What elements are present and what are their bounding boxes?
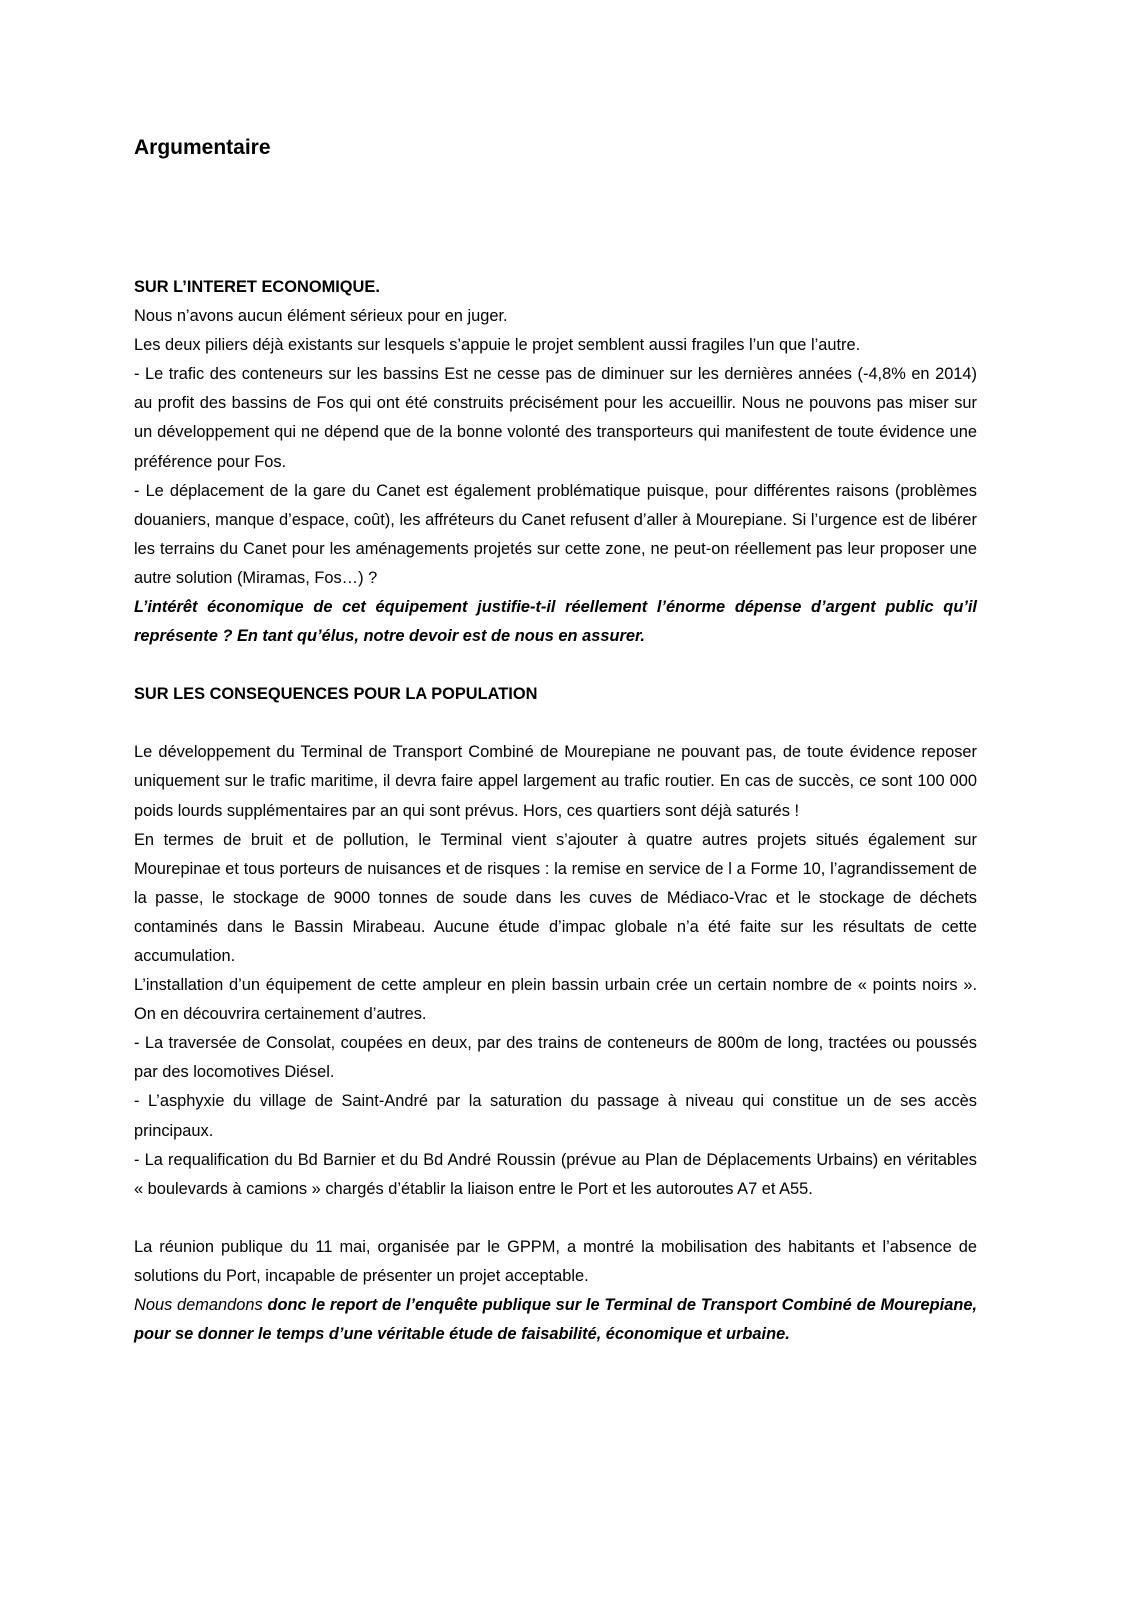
- document-body: [134, 273, 977, 1349]
- paragraph: Le développement du Terminal de Transport Combiné de Mourepiane ne pouvant pas, de toute évidence reposer uniquement sur le trafic maritime, il devra faire appel largement au trafic routier. En cas de succès, ce sont 100 000 poids lourds supplémentaires par an qui sont prévus. Hors, ces quartiers sont déjà saturés !: [134, 743, 977, 820]
- paragraph: L’installation d’un équipement de cette ampleur en plein bassin urbain crée un certain nombre de « points noirs ». On en découvrira certainement d’autres.: [134, 976, 977, 1024]
- section-heading-economic: SUR L’INTERET ECONOMIQUE.: [134, 278, 380, 296]
- paragraph: - Le trafic des conteneurs sur les bassins Est ne cesse pas de diminuer sur les dernières années (-4,8% en 2014) au profit des bassins de Fos qui ont été construits précisément pour les accueillir. Nous ne pouvons pas miser sur un développement qui ne dépend que de la bonne volonté des transporteurs qui manifestent de toute évidence une préférence pour Fos.: [134, 365, 977, 471]
- paragraph: - La traversée de Consolat, coupées en deux, par des trains de conteneurs de 800m de long, tractées ou poussés par des locomotives Diésel.: [134, 1034, 977, 1082]
- document-title: Argumentaire: [134, 136, 271, 159]
- paragraph: Nous n’avons aucun élément sérieux pour en juger.: [134, 307, 508, 326]
- spacer: [134, 651, 977, 680]
- paragraph: - La requalification du Bd Barnier et du Bd André Roussin (prévue au Plan de Déplacements Urbains) en véritables « boulevards à camions » chargés d’établir la liaison entre le Port et les autoroutes A7 et A55.: [134, 1150, 977, 1198]
- section-heading-population: SUR LES CONSEQUENCES POUR LA POPULATION: [134, 685, 538, 704]
- spacer: [134, 709, 977, 738]
- emphasis-paragraph: L’intérêt économique de cet équipement justifie-t-il réellement l’énorme dépense d’argent public qu’il représente ? En tant qu’élus, notre devoir est de nous en assurer.: [134, 598, 977, 646]
- paragraph: - Le déplacement de la gare du Canet est également problématique puisque, pour différentes raisons (problèmes douaniers, manque d’espace, coût), les affréteurs du Canet refusent d’aller à Mourepiane. Si l’urgence est de libérer les terrains du Canet pour les aménagements projetés sur cette zone, ne peut-on réellement pas leur proposer une autre solution (Miramas, Fos…) ?: [134, 481, 977, 587]
- demand-lead: Nous demandons: [134, 1296, 268, 1314]
- demand-paragraph: [134, 1291, 977, 1349]
- paragraph: La réunion publique du 11 mai, organisée par le GPPM, a montré la mobilisation des habitants et l’absence de solutions du Port, incapable de présenter un projet acceptable.: [134, 1237, 977, 1285]
- spacer: [134, 1204, 977, 1233]
- demand-text: donc le report de l’enquête publique sur le Terminal de Transport Combiné de Mourepiane, pour se donner le temps d’une véritable étude de faisabilité, économique et urbaine.: [134, 1296, 977, 1344]
- paragraph: - L’asphyxie du village de Saint-André par la saturation du passage à niveau qui constitue un de ses accès principaux.: [134, 1092, 977, 1140]
- paragraph: Les deux piliers déjà existants sur lesquels s’appuie le projet semblent aussi fragiles l’un que l’autre.: [134, 336, 861, 355]
- paragraph: En termes de bruit et de pollution, le Terminal vient s’ajouter à quatre autres projets situés également sur Mourepinae et tous porteurs de nuisances et de risques : la remise en service de l a Forme 10, l’agrandissement de la passe, le stockage de 9000 tonnes de soude dans les cuves de Médiaco-Vrac et le stockage de déchets contaminés dans le Bassin Mirabeau. Aucune étude d’impac globale n’a été faite sur les résultats de cette accumulation.: [134, 830, 977, 965]
